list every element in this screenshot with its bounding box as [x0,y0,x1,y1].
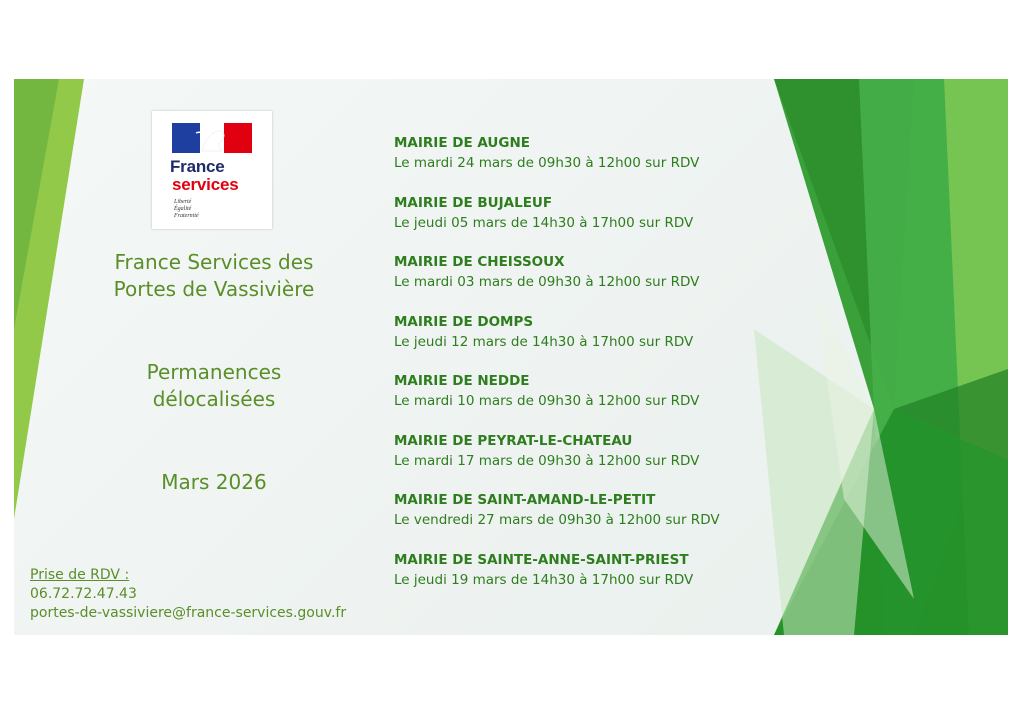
list-item [394,312,814,372]
mairie-name: MAIRIE DE CHEISSOUX [394,254,565,270]
logo-brand-france: France [170,157,225,176]
list-item [394,550,814,610]
list-item [394,133,814,193]
mairie-schedule: Le mardi 24 mars de 09h30 à 12h00 sur RDV [394,155,700,171]
mairie-schedule: Le mardi 10 mars de 09h30 à 12h00 sur RDV [394,393,700,409]
page-subtitle: Permanences délocalisées [146,360,282,411]
logo-brand-services: services [172,175,239,194]
page-title: France Services des Portes de Vassivière [113,250,315,301]
schedule-list [394,133,814,609]
list-item [394,193,814,253]
list-item [394,371,814,431]
list-item [394,490,814,550]
contact-email: portes-de-vassiviere@france-services.gouv.fr [30,605,347,621]
mairie-schedule: Le jeudi 19 mars de 14h30 à 17h00 sur RDV [394,571,694,588]
contact-block [30,566,346,623]
mairie-schedule: Le mardi 17 mars de 09h30 à 12h00 sur RDV [394,452,700,469]
france-services-logo [152,111,272,229]
flyer-slide [14,79,1008,635]
contact-heading: Prise de RDV : [30,567,130,583]
mairie-name: MAIRIE DE SAINT-AMAND-LE-PETIT [394,492,656,508]
mairie-name: MAIRIE DE SAINTE-ANNE-SAINT-PRIEST [394,551,689,568]
list-item [394,252,814,312]
mairie-name: MAIRIE DE PEYRAT-LE-CHATEAU [394,432,633,449]
mairie-schedule: Le jeudi 05 mars de 14h30 à 17h00 sur RDV [394,214,694,231]
mairie-name: MAIRIE DE NEDDE [394,373,530,389]
mairie-schedule: Le vendredi 27 mars de 09h30 à 12h00 sur RDV [394,512,720,528]
list-item [394,431,814,491]
mairie-schedule: Le mardi 03 mars de 09h30 à 12h00 sur RDV [394,274,700,290]
mairie-schedule: Le jeudi 12 mars de 14h30 à 17h00 sur RDV [394,333,694,350]
mairie-name: MAIRIE DE DOMPS [394,313,534,330]
month-label: Mars 2026 [161,470,267,494]
mairie-name: MAIRIE DE BUJALEUF [394,194,553,211]
contact-phone: 06.72.72.47.43 [30,586,137,602]
mairie-name: MAIRIE DE AUGNE [394,135,530,151]
logo-motto: Liberté Égalité Fraternité [174,199,199,219]
marianne-flag-icon [172,123,252,153]
